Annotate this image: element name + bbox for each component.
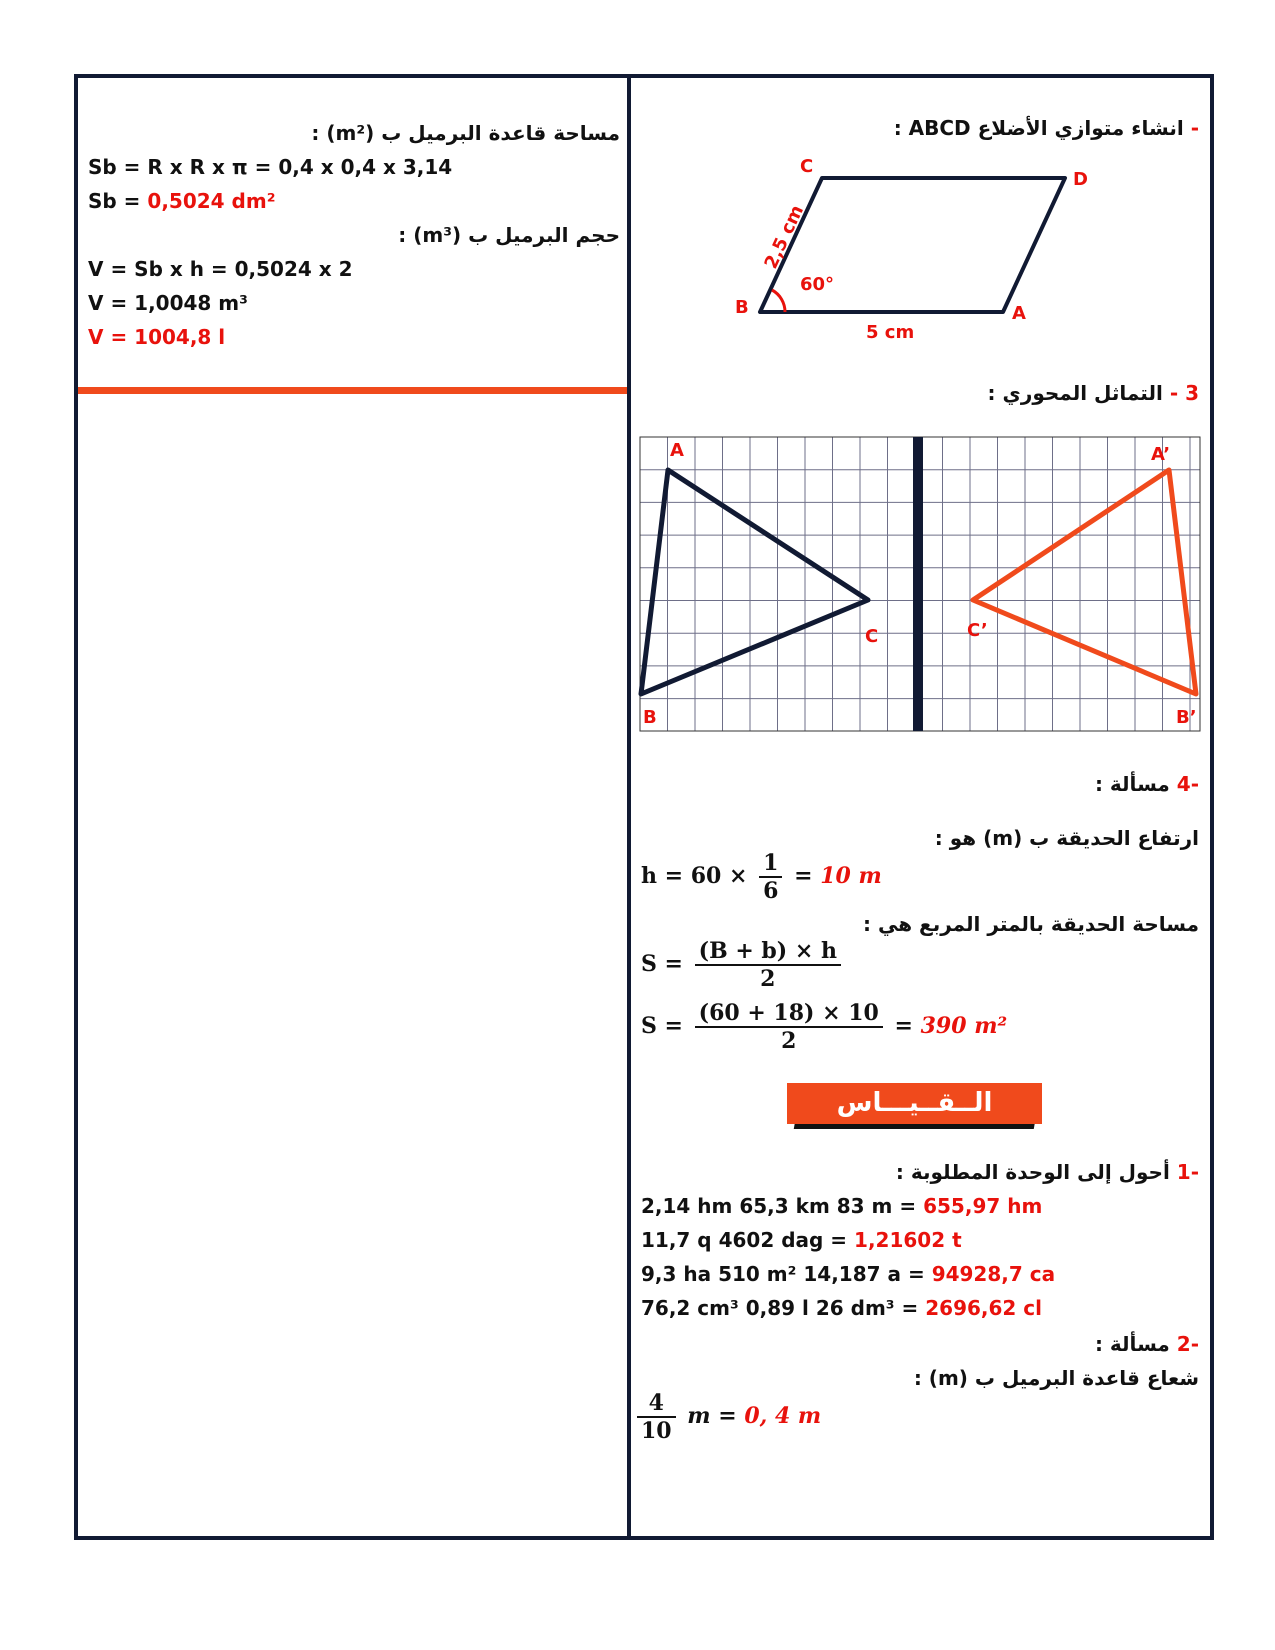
label-B: B [735,297,749,318]
sym-label-A: A [670,440,684,461]
triangle-original [641,470,868,694]
area-formula-2 [641,1000,1007,1054]
q3-heading-text: التماثل المحوري : [987,381,1163,405]
area-fraction-1-num: (B + b) × h [695,938,841,966]
sym-label-C: C [865,626,879,647]
sym-label-A-prime: A’ [1151,444,1171,465]
height-fraction-num: 1 [759,850,782,878]
conversion-result: 94928,7 ca [931,1262,1056,1286]
area-formula-2-eq: = [894,1013,913,1039]
volume-heading: حجم البرميل ب (m³) : [398,223,620,247]
conversion-expr: 11,7 q 4602 dag = [641,1228,855,1252]
base-area-formula: Sb = R x R x π = 0,4 x 0,4 x 3,14 [88,155,453,179]
radius-fraction [637,1390,676,1444]
angle-label: 60° [800,274,835,295]
conversion-expr: 2,14 hm 65,3 km 83 m = [641,1194,924,1218]
base-length-label: 5 cm [866,322,915,343]
area-formula-1 [641,938,845,992]
conversion-expr: 76,2 cm³ 0,89 l 26 dm³ = [641,1296,926,1320]
radius-heading: شعاع قاعدة البرميل ب (m) : [913,1366,1199,1390]
height-fraction-den: 6 [763,878,779,904]
base-area-result-label: Sb = [88,189,148,213]
label-D: D [1073,169,1088,190]
base-area-result-value: 0,5024 dm² [147,189,276,213]
height-formula-lhs: h = 60 × [641,863,748,889]
conversion-line [641,1262,1055,1286]
m2-heading-num: -2 [1176,1332,1199,1356]
radius-fraction-den: 10 [641,1418,672,1444]
conversion-result: 2696,62 cl [925,1296,1043,1320]
q4-heading-num: -4 [1176,772,1199,796]
height-heading: ارتفاع الحديقة ب (m) هو : [934,826,1199,850]
area-heading: مساحة الحديقة بالمتر المربع هي : [863,912,1199,936]
sym-label-C-prime: C’ [967,620,988,641]
conversion-expr: 9,3 ha 510 m² 14,187 a = [641,1262,932,1286]
area-formula-1-lhs: S = [641,951,683,977]
conversion-line [641,1194,1042,1218]
side-length-label: 2,5 cm [760,201,809,273]
volume-formula: V = Sb x h = 0,5024 x 2 [88,257,353,281]
radius-fraction-num: 4 [637,1390,676,1418]
conversion-line [641,1296,1042,1320]
height-fraction [759,850,782,904]
q4-heading-text: مسألة : [1094,772,1170,796]
area-formula-2-lhs: S = [641,1013,683,1039]
area-fraction-2 [695,1000,883,1054]
height-formula-eq: = [794,863,813,889]
m1-heading-text: أحول إلى الوحدة المطلوبة : [895,1160,1170,1184]
m2-heading [1095,1332,1199,1356]
height-formula [641,850,882,904]
base-area-heading: مساحة قاعدة البرميل ب (m²) : [311,121,620,145]
conversion-result: 655,97 hm [923,1194,1043,1218]
symmetry-figure [0,0,1275,760]
q2-heading-text: انشاء متوازي الأضلاع ABCD : [893,116,1184,140]
measure-banner: الــقــيـــاس [787,1083,1042,1124]
sym-label-B: B [643,707,657,728]
radius-formula-result: 0, 4 m [744,1403,822,1429]
q2-heading-num: - [1190,116,1199,140]
q3-heading-num: 3 - [1169,381,1199,405]
area-formula-2-result: 390 m² [920,1013,1008,1039]
m2-heading-text: مسألة : [1094,1332,1170,1356]
volume-m3: V = 1,0048 m³ [88,291,248,315]
volume-liters: V = 1004,8 l [88,325,226,349]
conversion-result: 1,21602 t [854,1228,962,1252]
conversion-line [641,1228,962,1252]
m1-heading [896,1160,1199,1184]
q4-heading [1095,772,1199,796]
label-A: A [1012,303,1026,324]
m1-heading-num: -1 [1176,1160,1199,1184]
area-fraction-1 [695,938,841,992]
radius-formula-unit: m = [687,1403,737,1429]
label-C: C [800,156,814,177]
height-formula-result: 10 m [820,863,882,889]
radius-formula [637,1390,821,1444]
area-fraction-2-den: 2 [781,1028,797,1054]
area-fraction-2-num: (60 + 18) × 10 [695,1000,883,1028]
sym-label-B-prime: B’ [1176,707,1197,728]
area-fraction-1-den: 2 [760,966,776,992]
